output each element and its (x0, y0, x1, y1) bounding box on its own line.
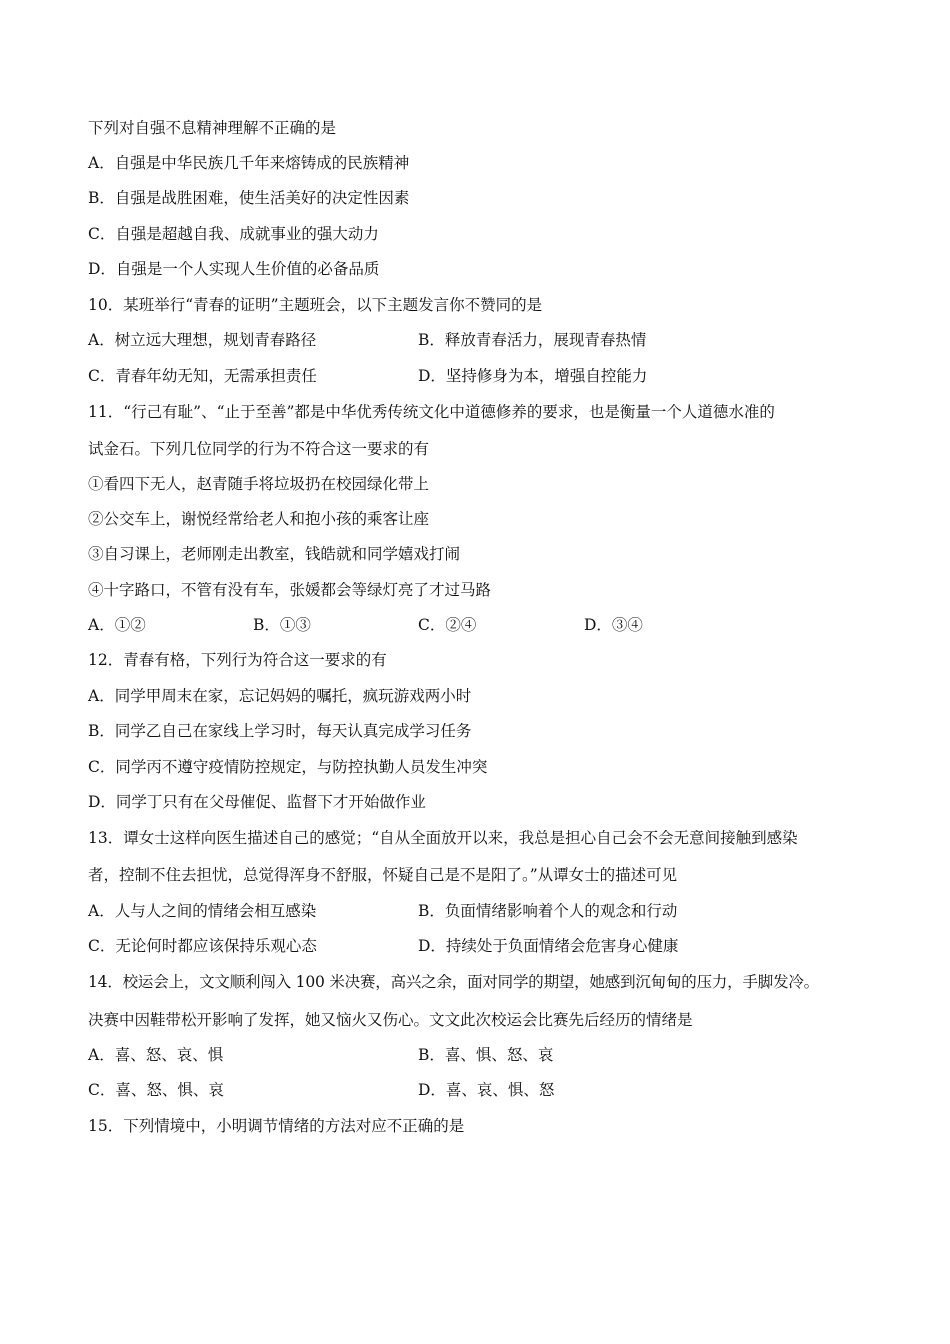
q13-stem-line1: 13．谭女士这样向医生描述自己的感觉；“自从全面放开以来，我总是担心自己会不会无意间接触到感染 (88, 829, 798, 847)
q11-option-a: A．①② (88, 616, 146, 634)
q13-option-d: D．持续处于负面情绪会危害身心健康 (418, 937, 679, 955)
q9-option-d: D．自强是一个人实现人生价值的必备品质 (88, 260, 380, 278)
q10-option-a: A．树立远大理想，规划青春路径 (88, 331, 317, 349)
q9-stem: 下列对自强不息精神理解不正确的是 (88, 119, 337, 137)
q12-option-d: D．同学丁只有在父母催促、监督下才开始做作业 (88, 793, 426, 811)
q13-option-a: A．人与人之间的情绪会相互感染 (88, 902, 317, 920)
q14-option-a: A．喜、怒、哀、惧 (88, 1046, 224, 1064)
q12-option-a: A．同学甲周末在家，忘记妈妈的嘱托，疯玩游戏两小时 (88, 687, 472, 705)
q15-stem: 15．下列情境中，小明调节情绪的方法对应不正确的是 (88, 1117, 465, 1135)
q9-option-b: B．自强是战胜困难，使生活美好的决定性因素 (88, 189, 410, 207)
q12-option-c: C．同学丙不遵守疫情防控规定，与防控执勤人员发生冲突 (88, 758, 488, 776)
q11-stem-line2: 试金石。下列几位同学的行为不符合这一要求的有 (88, 440, 430, 458)
q14-option-d: D．喜、哀、惧、怒 (418, 1081, 555, 1099)
q14-stem-line2: 决赛中因鞋带松开影响了发挥，她又恼火又伤心。文文此次校运会比赛先后经历的情绪是 (88, 1011, 693, 1029)
q11-option-b: B．①③ (253, 616, 311, 634)
q10-option-b: B．释放青春活力，展现青春热情 (418, 331, 647, 349)
q11-item-2: ②公交车上，谢悦经常给老人和抱小孩的乘客让座 (88, 510, 430, 528)
q13-option-b: B．负面情绪影响着个人的观念和行动 (418, 902, 678, 920)
q11-option-d: D．③④ (584, 616, 643, 634)
q11-stem-line1: 11．“行己有耻”、“止于至善”都是中华优秀传统文化中道德修养的要求，也是衡量一个人道德水准的 (88, 403, 775, 421)
q9-option-a: A．自强是中华民族几千年来熔铸成的民族精神 (88, 154, 410, 172)
q11-item-4: ④十字路口，不管有没有车，张媛都会等绿灯亮了才过马路 (88, 581, 492, 599)
q10-option-d: D．坚持修身为本，增强自控能力 (418, 367, 648, 385)
q14-stem-line1: 14．校运会上，文文顺利闯入 100 米决赛，高兴之余，面对同学的期望，她感到沉甸甸的压力，手脚发冷。 (88, 973, 819, 991)
q12-stem: 12．青春有格，下列行为符合这一要求的有 (88, 651, 387, 669)
q10-stem: 10．某班举行“青春的证明”主题班会，以下主题发言你不赞同的是 (88, 296, 543, 314)
q9-option-c: C．自强是超越自我、成就事业的强大动力 (88, 225, 379, 243)
q14-option-c: C．喜、怒、惧、哀 (88, 1081, 224, 1099)
q14-option-b: B．喜、惧、怒、哀 (418, 1046, 554, 1064)
q13-stem-line2: 者，控制不住去担忧，总觉得浑身不舒服，怀疑自己是不是阳了。”从谭女士的描述可见 (88, 866, 678, 884)
q13-option-c: C．无论何时都应该保持乐观心态 (88, 937, 317, 955)
q10-option-c: C．青春年幼无知，无需承担责任 (88, 367, 317, 385)
q11-item-3: ③自习课上，老师刚走出教室，钱皓就和同学嬉戏打闹 (88, 545, 461, 563)
q11-option-c: C．②④ (418, 616, 477, 634)
q11-item-1: ①看四下无人，赵青随手将垃圾扔在校园绿化带上 (88, 475, 430, 493)
q12-option-b: B．同学乙自己在家线上学习时，每天认真完成学习任务 (88, 722, 472, 740)
